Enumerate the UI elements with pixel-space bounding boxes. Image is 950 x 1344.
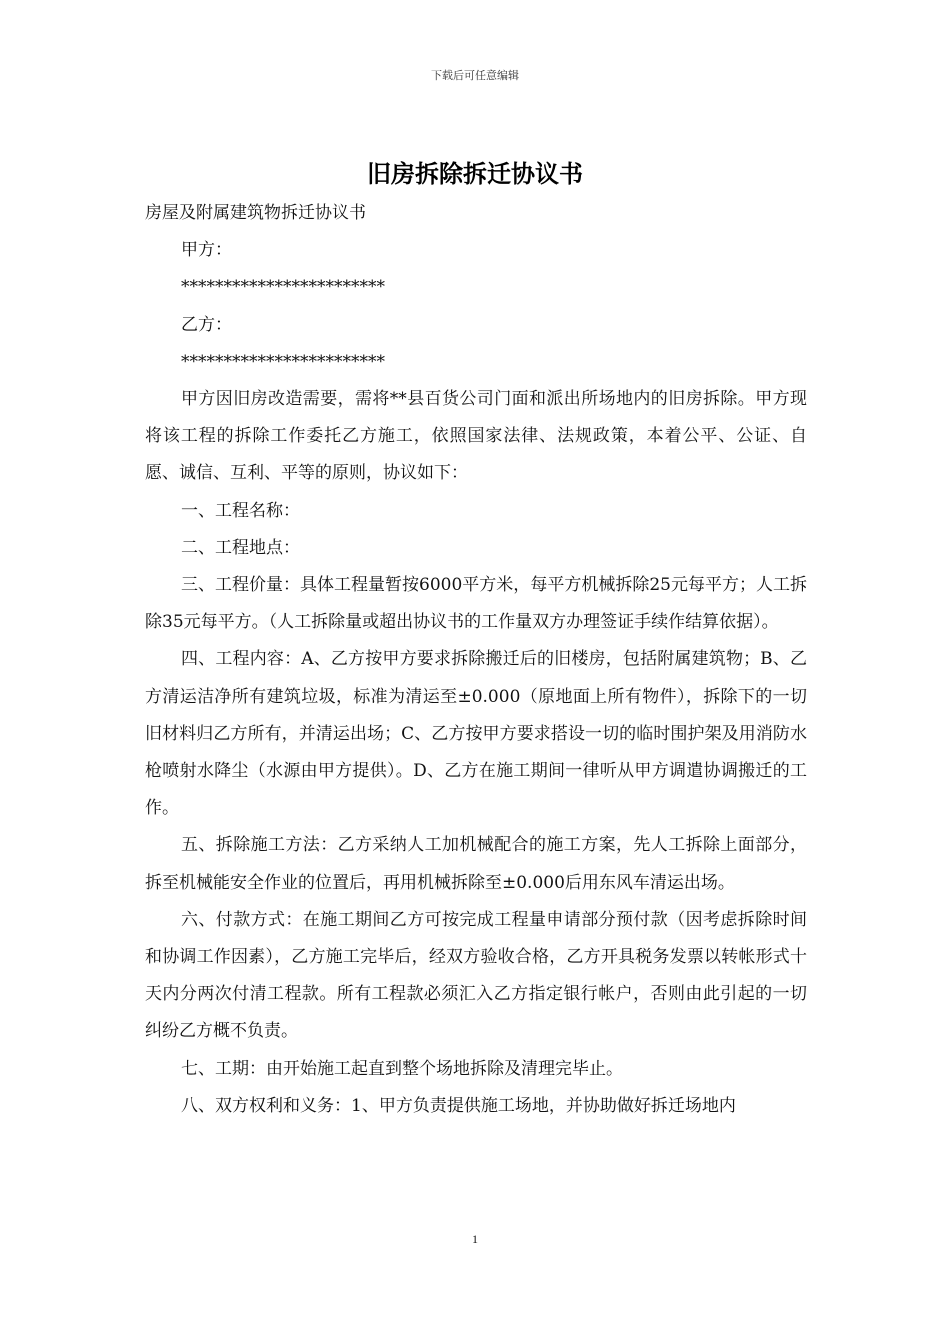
paragraph: 乙方： — [181, 314, 232, 335]
paragraph: 八、双方权利和义务：1、甲方负责提供施工场地，并协助做好拆迁场地内 — [181, 1095, 736, 1116]
paragraph: 一、工程名称： — [181, 500, 300, 521]
paragraph: 甲方因旧房改造需要，需将**县百货公司门面和派出所场地内的旧房拆除。甲方现将该工程的拆除工作委托乙方施工，依照国家法律、法规政策，本着公平、公证、自愿、诚信、互利、平等的原则，协议如下： — [145, 389, 807, 484]
paragraph: ************************ — [181, 351, 385, 372]
paragraph: 五、拆除施工方法：乙方采纳人工加机械配合的施工方案，先人工拆除上面部分，拆至机械能安全作业的位置后，再用机械拆除至±0.000后用东风车清运出场。 — [145, 835, 807, 893]
header-note: 下载后可任意编辑 — [431, 69, 519, 82]
paragraph: 六、付款方式：在施工期间乙方可按完成工程量申请部分预付款（因考虑拆除时间和协调工作因素），乙方施工完毕后，经双方验收合格，乙方开具税务发票以转帐形式十天内分两次付清工程款。所有工程款必须汇入乙方指定银行帐户，否则由此引起的一切纠纷乙方概不负责。 — [145, 909, 807, 1042]
paragraph: ************************ — [181, 277, 385, 298]
document-title: 旧房拆除拆迁协议书 — [367, 160, 583, 188]
paragraph: 甲方： — [181, 240, 232, 261]
page-number: 1 — [472, 1232, 478, 1246]
paragraph: 房屋及附属建筑物拆迁协议书 — [145, 203, 366, 223]
paragraph: 三、工程价量：具体工程量暂按6000平方米，每平方机械拆除25元每平方；人工拆除35元每平方。（人工拆除量或超出协议书的工作量双方办理签证手续作结算依据）。 — [145, 575, 807, 633]
paragraph: 二、工程地点： — [181, 537, 300, 558]
document-body — [145, 195, 807, 1125]
paragraph: 七、工期：由开始施工起直到整个场地拆除及清理完毕止。 — [181, 1058, 623, 1079]
paragraph: 四、工程内容：A、乙方按甲方要求拆除搬迁后的旧楼房，包括附属建筑物；B、乙方清运洁净所有建筑垃圾，标准为清运至±0.000（原地面上所有物件），拆除下的一切旧材料归乙方所有，并清运出场；C、乙方按甲方要求搭设一切的临时围护架及用消防水枪喷射水降尘（水源由甲方提供）。D、乙方在施工期间一律听从甲方调遣协调搬迁的工作。 — [145, 649, 807, 819]
